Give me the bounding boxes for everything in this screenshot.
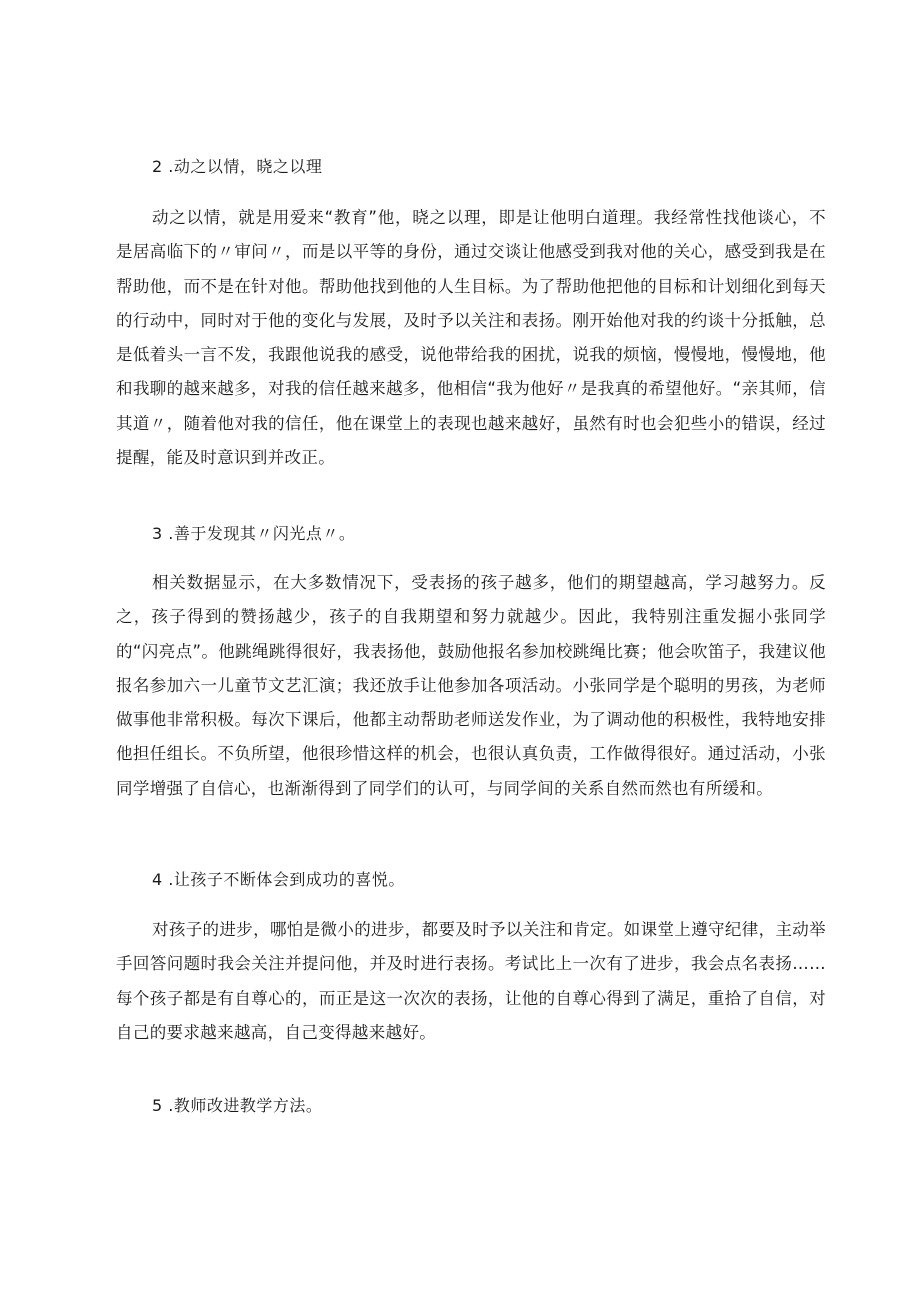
section-heading-5: 5 .教师改进教学方法。 <box>152 1096 323 1115</box>
section-heading-3: 3 .善于发现其〃闪光点〃。 <box>152 524 356 543</box>
section-heading-2: 2 .动之以情，晓之以理 <box>152 157 323 176</box>
section-paragraph-2: 动之以情，就是用爱来“教育”他，晓之以理，即是让他明白道理。我经常性找他谈心，不是居高临下的〃审问〃，而是以平等的身份，通过交谈让他感受到我对他的关心，感受到我是在帮助他，而不是在针对他。帮助他找到他的人生目标。为了帮助他把他的目标和计划细化到每天的行动中，同时对于他的变化与发展，及时予以关注和表扬。刚开始他对我的约谈十分抵触，总是低着头一言不发，我跟他说我的感受，说他带给我的困扰，说我的烦恼，慢慢地，慢慢地，他和我聊的越来越多，对我的信任越来越多，他相信“我为他好〃是我真的希望他好。“亲其师，信其道〃，随着他对我的信任，他在课堂上的表现也越来越好，虽然有时也会犯些小的错误，经过提醒，能及时意识到并改正。 <box>116 208 826 468</box>
section-paragraph-3: 相关数据显示，在大多数情况下，受表扬的孩子越多，他们的期望越高，学习越努力。反之，孩子得到的赞扬越少，孩子的自我期望和努力就越少。因此，我特别注重发掘小张同学的“闪亮点”。他跳绳跳得很好，我表扬他，鼓励他报名参加校跳绳比赛；他会吹笛子，我建议他报名参加六一儿童节文艺汇演；我还放手让他参加各项活动。小张同学是个聪明的男孩，为老师做事他非常积极。每次下课后，他都主动帮助老师送发作业，为了调动他的积极性，我特地安排他担任组长。不负所望，他很珍惜这样的机会，也很认真负责，工作做得很好。通过活动，小张同学增强了自信心，也渐渐得到了同学们的认可，与同学间的关系自然而然也有所缓和。 <box>116 573 826 798</box>
section-paragraph-4: 对孩子的进步，哪怕是微小的进步，都要及时予以关注和肯定。如课堂上遵守纪律，主动举手回答问题时我会关注并提问他，并及时进行表扬。考试比上一次有了进步，我会点名表扬……每个孩子都是有自尊心的，而正是这一次次的表扬，让他的自尊心得到了满足，重拾了自信，对自己的要求越来越高，自己变得越来越好。 <box>116 920 826 1042</box>
section-heading-4: 4 .让孩子不断体会到成功的喜悦。 <box>152 870 405 889</box>
